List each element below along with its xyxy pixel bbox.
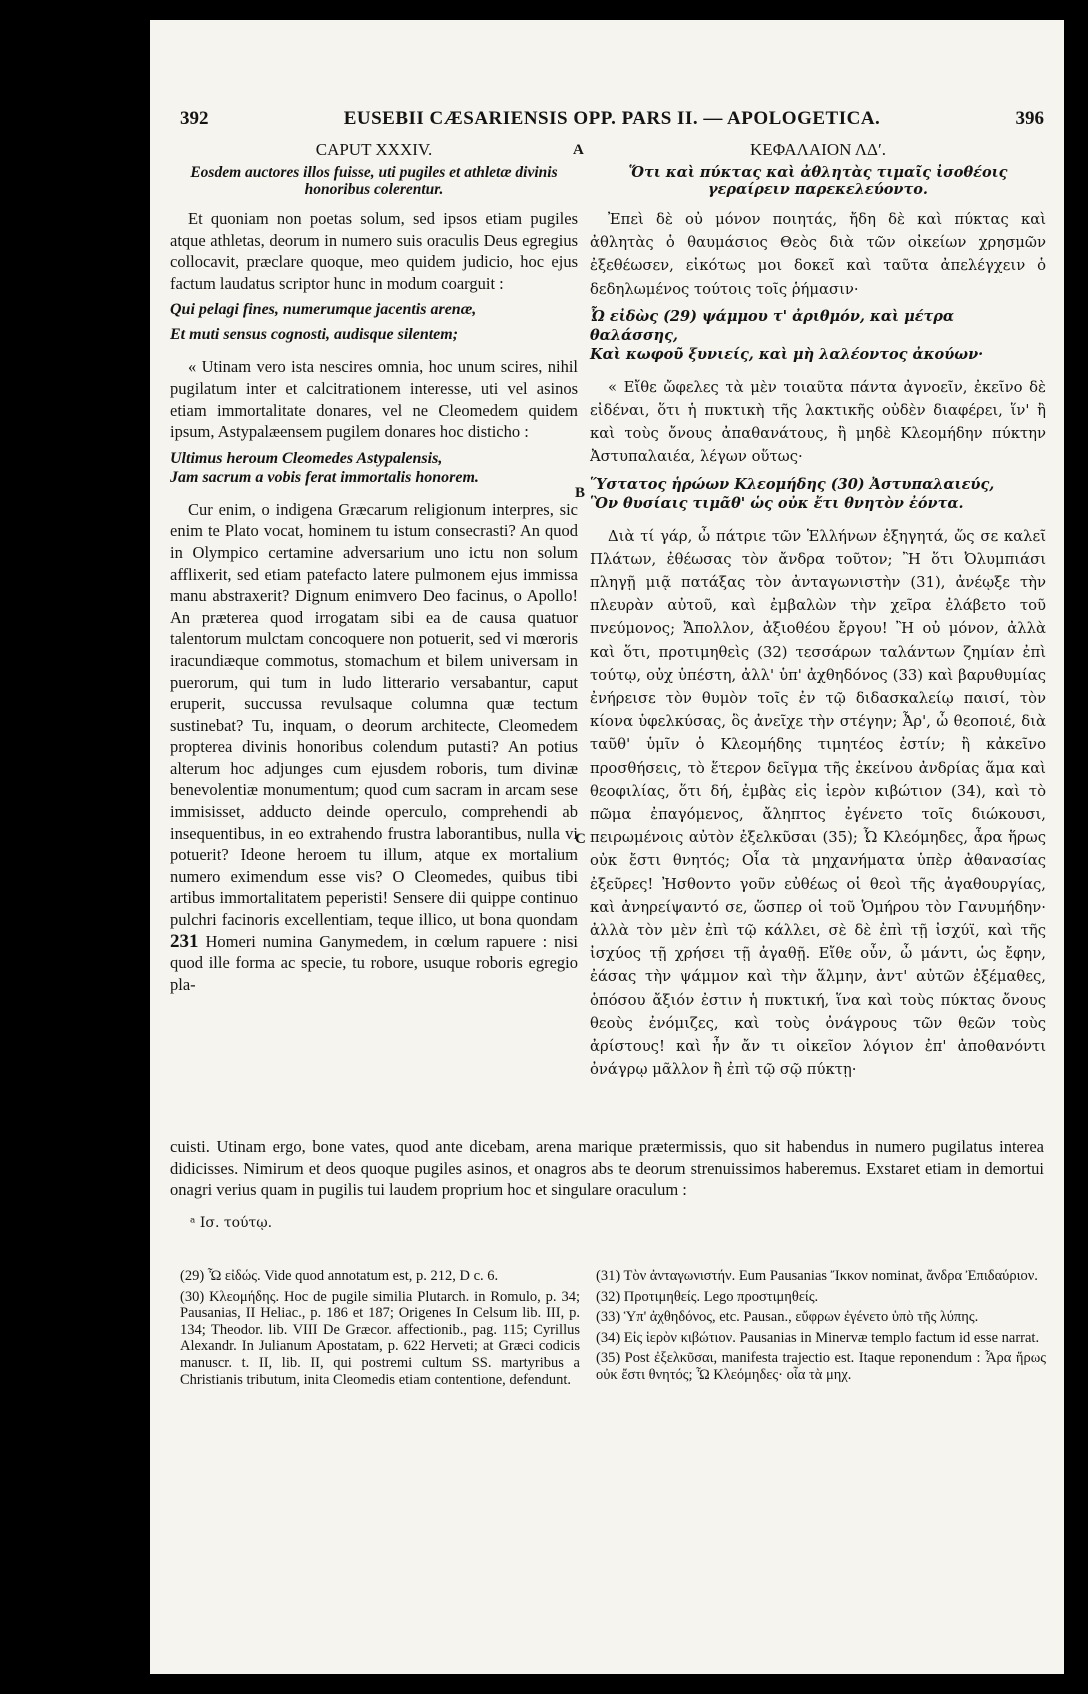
greek-paragraph-1: Ἐπεὶ δὲ οὐ μόνον ποιητάς, ἤδη δὲ καὶ πύκτας καὶ ἀθλητὰς ὁ θαυμάσιος Θεὸς διὰ τῶν οἰκείων χρησμῶν ἐξεθέωσεν, εἰκότως μοι δοκεῖ καὶ ταῦτα ἀπελέγχειν ὁ δεδηλωμένος τούτοις τοῖς ῥήμασιν· xyxy=(590,211,1046,298)
latin-verse-1a: Qui pelagi fines, numerumque jacentis arenæ, xyxy=(170,301,477,319)
latin-verse-2 xyxy=(170,449,578,487)
greek-chapter-title: ΚΕΦΑΛΑΙΟΝ ΛΔʹ. xyxy=(750,140,886,159)
footnote-32: (32) Προτιμηθείς. Lego προστιμηθείς. xyxy=(596,1288,819,1305)
footnote-29: (29) Ὦ εἰδώς. Vide quod annotatum est, p. 212, D c. 6. xyxy=(180,1268,499,1284)
inline-column-number: 231 xyxy=(170,930,199,952)
greek-verse-1b: Καὶ κωφοῦ ξυνιείς, καὶ μὴ λαλέοντος ἀκούων· xyxy=(590,345,984,363)
greek-verse-2a: Ὕστατος ἡρώων Κλεομήδης (30) Ἀστυπαλαιεύς, xyxy=(590,475,995,493)
greek-verse-1 xyxy=(590,307,1046,364)
footnote-34: (34) Εἰς ἱερὸν κιβώτιον. Pausanias in Minervæ templo factum id esse narrat. xyxy=(596,1329,1040,1346)
footnotes-left xyxy=(180,1268,580,1392)
footnotes-right xyxy=(596,1268,1046,1388)
margin-marker-c: C xyxy=(575,831,586,847)
margin-marker-b: B xyxy=(575,485,586,501)
latin-verse-2b: Jam sacrum a vobis ferat immortalis honorem. xyxy=(170,468,479,486)
latin-paragraph-1: Et quoniam non poetas solum, sed ipsos etiam pugiles atque athletas, deorum in numero suis oraculis Deus egregius collocavit, præclare quoque, meo quidem judicio, hoc ejus factum laudatus scriptor hunc in modum coarguit : xyxy=(170,209,578,293)
page-number-left: 392 xyxy=(180,108,209,129)
footnote-35: (35) Post ἐξελκῦσαι, manifesta trajectio est. Itaque reponendum : Ἆρα ἥρως οὐκ ἔστι θνητός; Ὦ Κλεόμηδες· οἷα τὰ μηχ. xyxy=(596,1350,1046,1383)
latin-paragraph-3-cont: Homeri numina Ganymedem, in cœlum rapuere : nisi quod ille forma ac specie, tu robore, usuque roboris egregio pla- xyxy=(170,931,579,994)
greek-paragraph-2: « Εἴθε ὤφελες τὰ μὲν τοιαῦτα πάντα ἀγνοεῖν, ἐκεῖνο δὲ εἰδέναι, ὅτι ἡ πυκτικὴ τῆς λακτικῆς οὐδὲν διαφέρει, ἵν' ἢ καὶ τοὺς ὄνους ἀπαθανάτους, ἢ μηδὲ Κλεομήδην πύκτην Ἀστυπαλαιέα, λέγων οὕτως· xyxy=(590,378,1046,466)
latin-column xyxy=(170,140,578,1001)
latin-verse-1 xyxy=(170,300,578,344)
margin-marker-a: A xyxy=(573,142,584,158)
latin-paragraph-2: « Utinam vero ista nescires omnia, hoc unum scires, nihil pugilatum inter et calcitrationem interesse, uti vel asinos etiam immortalitate donares, vel ne Cleomedem quidem ipsum, Astypalæensem pugilem donares hoc disticho : xyxy=(170,357,578,442)
running-title: EUSEBII CÆSARIENSIS OPP. PARS II. — APOLOGETICA. xyxy=(343,108,881,129)
greek-column xyxy=(590,140,1046,1088)
latin-verse-1b: Et muti sensus cognosti, audisque silentem; xyxy=(170,326,459,344)
greek-verse-2b: Ὃν θυσίαις τιμᾶθ' ὡς οὐκ ἔτι θνητὸν ἐόντα. xyxy=(590,494,964,512)
latin-verse-2a: Ultimus heroum Cleomedes Astypalensis, xyxy=(170,449,443,467)
latin-chapter-summary: Eosdem auctores illos fuisse, uti pugiles et athletæ divinis honoribus colerentur. xyxy=(190,164,558,198)
greek-verse-2 xyxy=(590,475,1046,513)
latin-paragraph-3-text: Cur enim, o indigena Græcarum religionum interpres, sic enim te Plato vocat, hominem tu istum consecrasti? An quod in Olympico certamine adversarium uno ictu non solum afflixerit, sed etiam patefacto latere pulmonem ejus immissa manu abstraxerit? Dignum enimvero Deo facinus, o Apollo! An præterea quod irrogatam sibi ea de causa quatuor talentorum mulctam concoquere non potuerit, sed vi mœroris iracundiæque commotus, stomachum et bilem universam in puerorum, qui tum in ludo litterario versabantur, caput eruperit, succussa revulsaque columna quæ tectum sustinebat? Tu, inquam, o deorum architecte, Cleomedem propterea divinis honoribus colendum putasti? An potius alterum hoc adjunges cum ejusdem roboris, tum divinæ benevolentiæ monumentum; quod cum sacram in arcam sese immisisset, adducto deinde operculo, comprehendi ab insequentibus, in eo extrahendo frustra laborantibus, nulla vi potuerit? Ideone heroem tu illum, atque ex mortalium numero eximendum esse vis? O Cleomedes, quibus tibi artibus immortalitatem peperisti! Sensere dii quippe continuo pulchri facinoris excellentiam, teque illico, ut bona quondam xyxy=(170,499,578,930)
greek-verse-1a: Ὦ εἰδὼς (29) ψάμμου τ' ἀριθμόν, καὶ μέτρα θαλάσσης, xyxy=(590,307,955,344)
footnote-33: (33) Ὑπ' ἀχθηδόνος, etc. Pausan., εὔφρων ἐγένετο ὑπὸ τῆς λύπης. xyxy=(596,1309,979,1326)
greek-variant-gloss: ᵃ Ισ. τούτῳ. xyxy=(190,1215,273,1231)
footnote-31: (31) Τὸν ἀνταγωνιστήν. Eum Pausanias Ἴκκον nominat, ἄνδρα Ἐπιδαύριον. xyxy=(596,1268,1038,1284)
book-page xyxy=(150,20,1064,1674)
latin-chapter-title: CAPUT XXXIV. xyxy=(315,140,433,159)
footnote-30: (30) Κλεομήδης. Hoc de pugile similia Plutarch. in Romulo, p. 34; Pausanias, II Heliac., p. 186 et 187; Origenes In Celsum lib. III, p. 134; Theodor. lib. VIII De Græcor. affectionib., pag. 115; Cyrillus Alexandr. In Julianum Apostatam, p. 622 Herveti; at Græci codicis manuscr. t. II, lib. II, qui postremi cultum SS. martyribus a Christianis tributum, inita Cleomedis etiam contentione, defendunt. xyxy=(180,1288,580,1388)
page-number-right: 396 xyxy=(1015,108,1044,129)
latin-paragraph-3 xyxy=(170,499,578,996)
greek-paragraph-3: Διὰ τί γάρ, ὦ πάτριε τῶν Ἑλλήνων ἐξηγητά, ὥς σε καλεῖ Πλάτων, ἐθέωσας τὸν ἄνδρα τοῦτον; Ἢ ὅτι Ὀλυμπιάσι πληγῇ μιᾷ πατάξας τὸν ἀνταγωνιστὴν (31), ἀνέῳξε τὴν πλευρὰν αὐτοῦ, καὶ ἐμβαλὼν τὴν χεῖρα ἐλάβετο τοῦ πνεύμονος; Ἄπολλον, ἀξιοθέου ἔργου! Ἢ οὐ μόνον, ἀλλὰ καὶ ὅτι, προτιμηθεὶς (32) τεσσάρων ταλάντων ζημίαν ἐπὶ τούτῳ, οὐχ ὑπέστη, ἀλλ' ὑπ' ἀχθηδόνος (33) καὶ βαρυθυμίας ἐνήρεισε τὸν θυμὸν τοῖς ἐν τῷ διδασκαλείῳ παισί, τὸν κίονα ὑφελκύσας, ὃς ἀνεῖχε τὴν στέγην; Ἆρ', ὦ θεοποιέ, διὰ ταῦθ' ὑμῖν ὁ Κλεομήδης τιμητέος ἐστίν; ἢ κἀκεῖνο προσθήσεις, τὸ ἕτερον δεῖγμα τῆς ἐκείνου ἀνδρίας ἅμα καὶ θεοφιλίας, ὅτι δή, ἐμβὰς εἰς ἱερὸν κιβώτιον (34), καὶ τὸ πῶμα ἐπαγόμενος, ἄληπτος ἐγένετο τοῖς διώκουσι, πειρωμένοις αὐτὸν ἐξελκῦσαι (35); Ὦ Κλεόμηδες, ἆρα ἥρως οὐκ ἔστι θνητός; Οἷα τὰ μηχανήματα ὑπὲρ ἀθανασίας ἐξεῦρες! Ἠσθοντο γοῦν εὐθέως οἱ θεοὶ τῆς ἀγαθουργίας, καὶ ἀνηρείψαντό σε, ὥσπερ οἱ τοῦ Ὁμήρου τὸν Γανυμήδην· ἀλλὰ τὸν μὲν ἐπὶ τῷ κάλλει, σὲ δὲ ἐπὶ τῇ ἰσχύϊ, καὶ τῆς ἰσχύος τῇ χρήσει τῇ ἀγαθῇ. Εἴθε οὖν, ὦ μάντι, ὡς ἔφην, ἐάσας τὴν ψάμμον καὶ τὴν ἅλμην, ἀντ' αὐτῶν ἐξέμαθες, ὁπόσου ἄξιόν ἐστιν ἡ πυκτική, ἵνα καὶ τοὺς πύκτας ὄνους θεοὺς ἐνόμιζες, καὶ τοὺς ὀνάγρους τῶν θεῶν τοὺς ἀρίστους! καὶ ἦν ἄν τι οἰκεῖον λόγιον ἐπ' ἀποθανόντι ὀνάγρῳ μᾶλλον ἢ ἐπὶ τῷ σῷ πύκτῃ· xyxy=(590,527,1046,1079)
running-header xyxy=(180,108,1044,130)
latin-continuation-fullwidth: cuisti. Utinam ergo, bone vates, quod ante dicebam, arena marique prætermissis, quo sit habendus in numero pugilatus interea didicisses. Nimirum et deos quoque pugiles asinos, et onagros abs te deorum strenuissimos haberemus. Exstaret etiam in demortui onagri verius quam in pugilis tui laudem proprium hoc et singulare oraculum : xyxy=(170,1137,1044,1200)
greek-chapter-summary: Ὅτι καὶ πύκτας καὶ ἀθλητὰς τιμαῖς ἰσοθέοις γεραίρειν παρεκελεύοντο. xyxy=(628,164,1008,198)
